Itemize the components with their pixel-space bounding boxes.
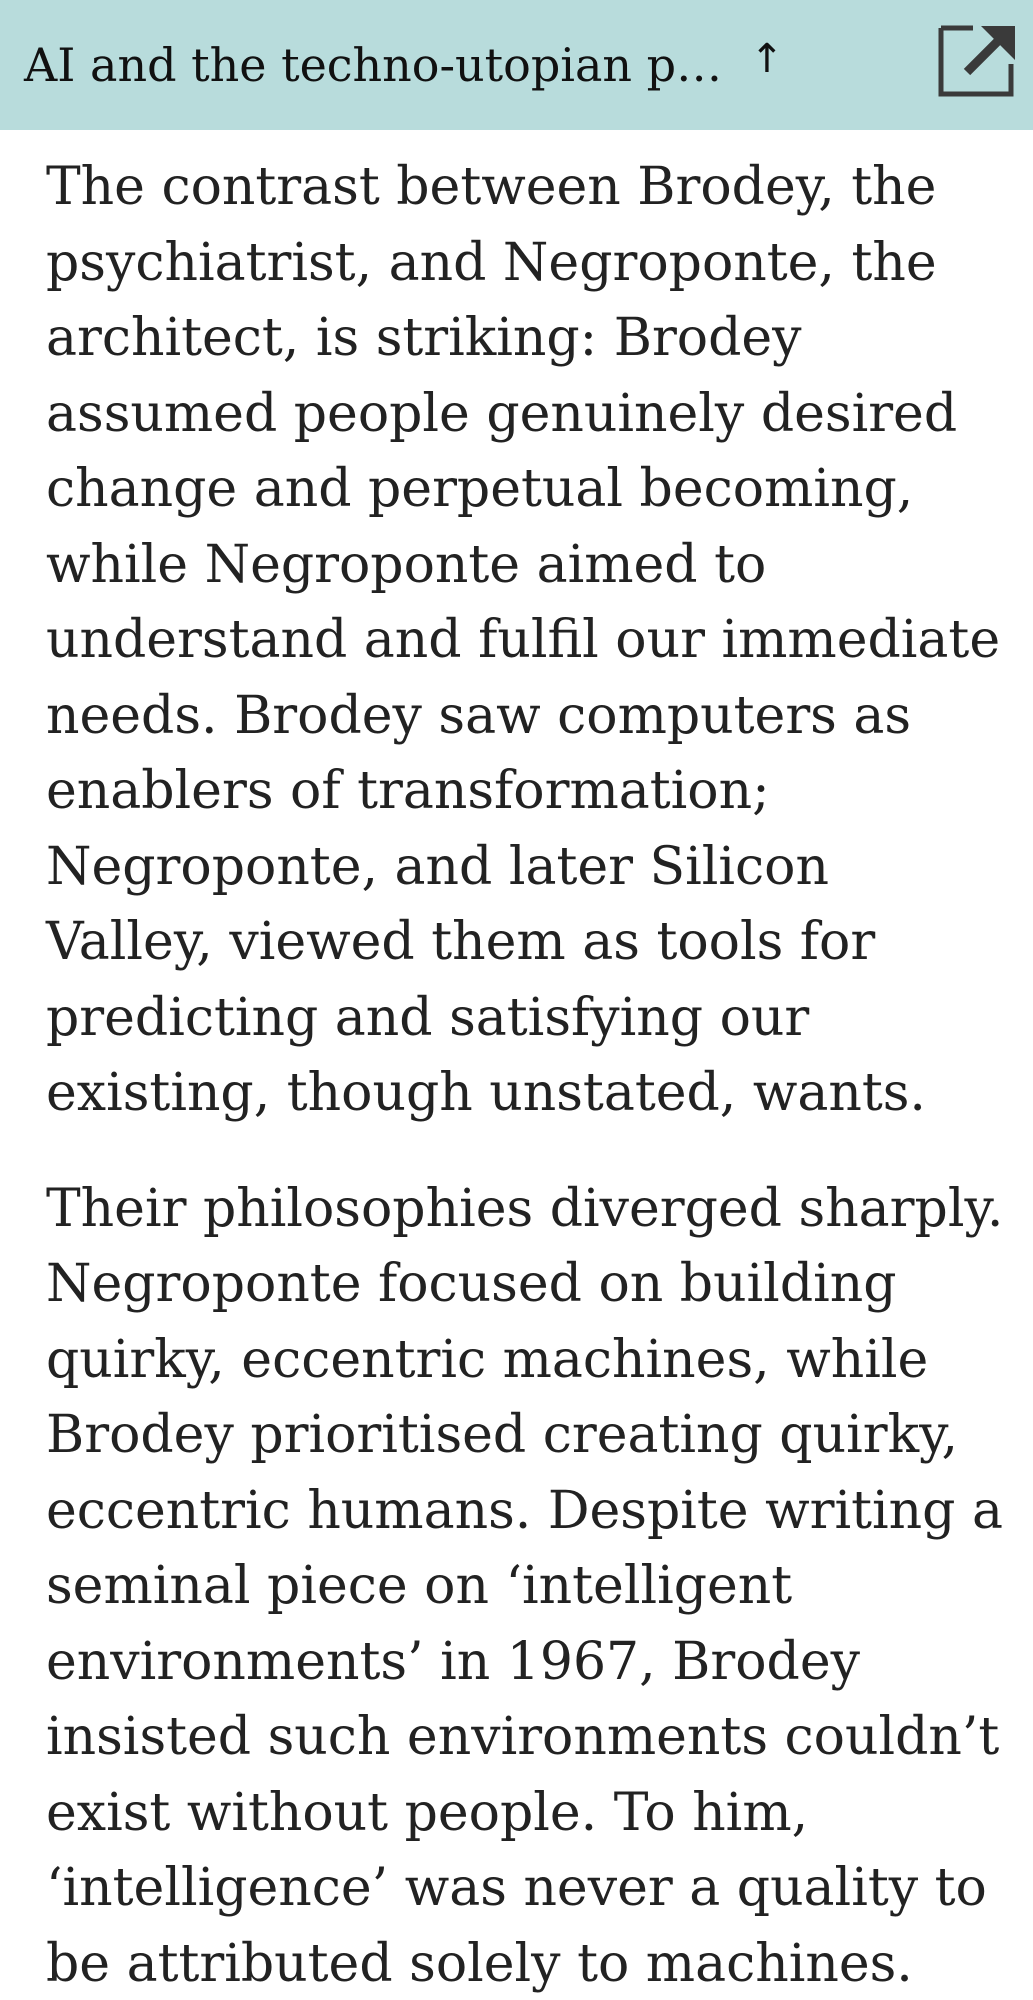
paragraph: Their philosophies diverged sharply. Negroponte focused on building quirky, eccentric machines, while Brodey prioritised creating quirky, eccentric humans. Despite writing a seminal piece on ‘intelligent environments’ in 1967, Brodey insisted such environments couldn’t exist without people. To him, ‘intelligence’ was never a quality to be attributed solely to machines. [46,1178,1004,1994]
paragraph: The contrast between Brodey, the psychiatrist, and Negroponte, the architect, is striking: Brodey assumed people genuinely desired change and perpetual becoming, while Negroponte aimed to understand and fulfil our immediate needs. Brodey saw computers as enablers of transformation; Negroponte, and later Silicon Valley, viewed them as tools for predicting and satisfying our existing, though unstated, wants. [46,157,1001,1123]
article-header-bar [0,0,1033,130]
article-title[interactable]: AI and the techno-utopian p… [24,38,723,92]
arrow-up-icon[interactable]: ↑ [750,36,784,82]
article-body [46,150,1006,2000]
external-link-icon[interactable] [937,20,1019,98]
